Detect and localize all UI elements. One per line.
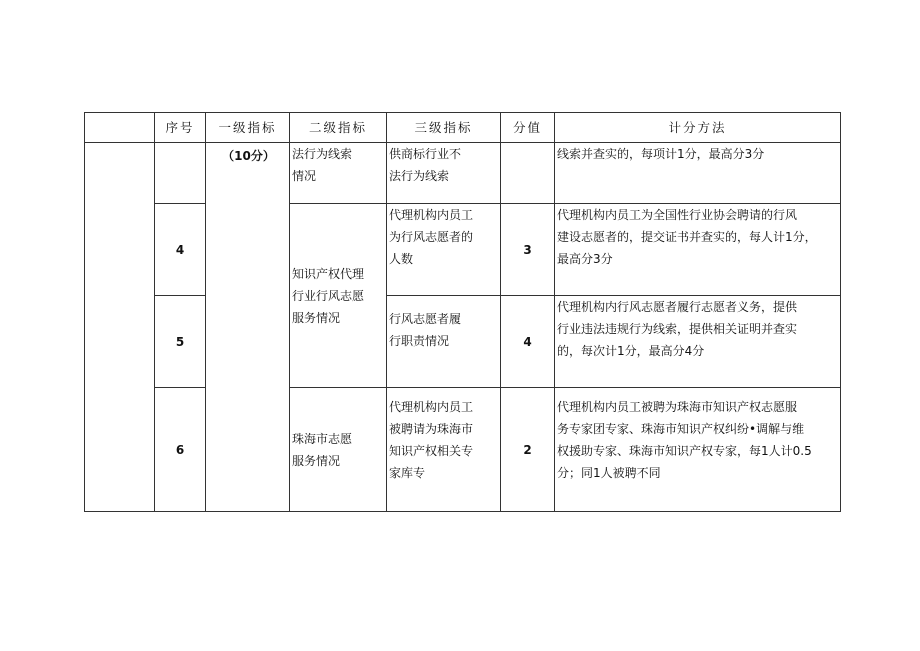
seq-cell: 6 xyxy=(155,388,206,512)
method-cell xyxy=(555,388,841,512)
level3-cell xyxy=(387,204,501,296)
level3-cell xyxy=(387,143,501,204)
blank-cell xyxy=(85,143,155,512)
level2-line: 情况 xyxy=(292,169,317,183)
level2-line: 服务情况 xyxy=(292,453,341,468)
scoring-table xyxy=(84,112,841,512)
level2-line: 知识产权代理 xyxy=(292,266,365,281)
method-line: 权援助专家、珠海市知识产权专家，每1人计0.5 xyxy=(557,444,812,458)
level1-text: （10分） xyxy=(222,149,275,163)
level3-line: 代理机构内员工 xyxy=(389,400,474,414)
level1-cell xyxy=(206,143,290,512)
score-cell: 2 xyxy=(501,388,555,512)
header-level3: 三级指标 xyxy=(387,113,501,143)
method-line: 代理机构内员工为全国性行业协会聘请的行风 xyxy=(557,208,798,222)
score-cell: 4 xyxy=(501,296,555,388)
table-row xyxy=(85,388,841,512)
level3-line: 被聘请为珠海市 xyxy=(389,422,474,436)
method-line: 行业违法违规行为线索，提供相关证明并查实 xyxy=(557,322,798,336)
table-row xyxy=(85,204,841,296)
score-cell: 3 xyxy=(501,204,555,296)
method-line: 代理机构内行风志愿者履行志愿者义务，提供 xyxy=(557,300,798,314)
seq-cell xyxy=(155,143,206,204)
level2-cell xyxy=(290,388,387,512)
level3-line: 人数 xyxy=(389,252,414,266)
header-level1: 一级指标 xyxy=(206,113,290,143)
level3-cell xyxy=(387,388,501,512)
method-line: 分；同1人被聘不同 xyxy=(557,466,661,480)
method-line: 建设志愿者的，提交证书并查实的，每人计1分， xyxy=(557,230,817,244)
header-seq: 序号 xyxy=(155,113,206,143)
level2-line: 服务情况 xyxy=(292,310,341,325)
method-cell xyxy=(555,296,841,388)
header-level2: 二级指标 xyxy=(290,113,387,143)
header-blank xyxy=(85,113,155,143)
method-line: 务专家团专家、珠海市知识产权纠纷•调解与维 xyxy=(557,422,805,436)
score-cell xyxy=(501,143,555,204)
level2-line: 珠海市志愿 xyxy=(292,431,353,446)
table-row xyxy=(85,143,841,204)
method-cell xyxy=(555,143,841,204)
level2-cell xyxy=(290,143,387,204)
level3-line: 家库专 xyxy=(389,466,426,480)
method-line: 线索并查实的，每项计1分，最高分3分 xyxy=(557,147,765,161)
seq-cell: 5 xyxy=(155,296,206,388)
method-line: 的，每次计1分，最高分4分 xyxy=(557,344,705,358)
header-method: 计分方法 xyxy=(555,113,841,143)
level3-line: 代理机构内员工 xyxy=(389,208,474,222)
level3-line: 知识产权相关专 xyxy=(389,444,474,458)
level3-line: 行风志愿者履 xyxy=(389,312,462,326)
level2-line: 法行为线索 xyxy=(292,147,353,161)
level3-line: 供商标行业不 xyxy=(389,147,462,161)
method-line: 最高分3分 xyxy=(557,252,613,266)
level2-cell xyxy=(290,204,387,388)
level3-cell xyxy=(387,296,501,388)
header-score: 分值 xyxy=(501,113,555,143)
level3-line: 法行为线索 xyxy=(389,169,450,183)
level2-line: 行业行风志愿 xyxy=(292,288,365,303)
seq-cell: 4 xyxy=(155,204,206,296)
method-cell xyxy=(555,204,841,296)
method-line: 代理机构内员工被聘为珠海市知识产权志愿服 xyxy=(557,400,798,414)
level3-line: 行职责情况 xyxy=(389,334,450,348)
table-row xyxy=(85,296,841,388)
level3-line: 为行风志愿者的 xyxy=(389,230,474,244)
header-row xyxy=(85,113,841,143)
